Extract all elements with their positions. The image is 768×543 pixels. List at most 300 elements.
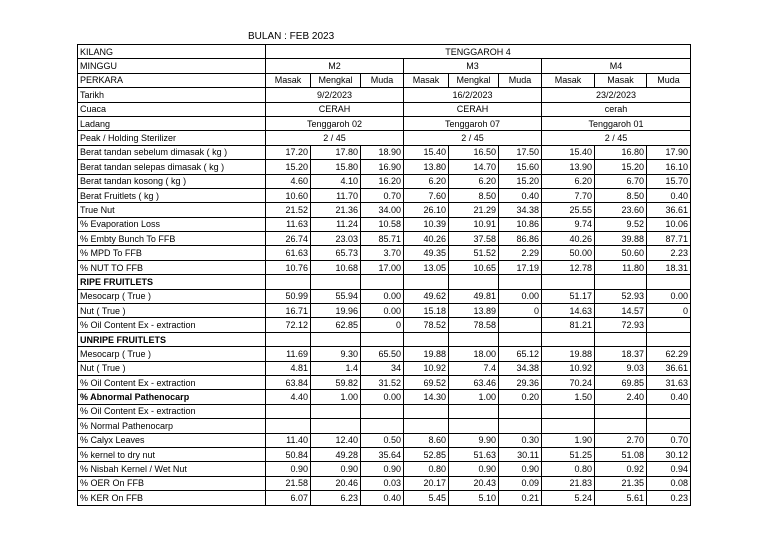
kilang-row	[78, 45, 691, 59]
value-cell: 50.84	[266, 447, 311, 461]
info-cell: cerah	[542, 102, 691, 116]
value-cell: 87.71	[647, 232, 691, 246]
value-cell: 52.85	[404, 447, 449, 461]
table-row	[78, 289, 691, 303]
row-label: True Nut	[78, 203, 266, 217]
value-cell: 19.88	[404, 347, 449, 361]
value-cell: 10.60	[266, 188, 311, 202]
value-cell: 78.58	[449, 318, 499, 332]
value-cell: 18.90	[361, 145, 404, 159]
value-cell: 0.40	[361, 491, 404, 505]
value-cell	[449, 332, 499, 346]
value-cell: 35.64	[361, 447, 404, 461]
value-cell: 85.71	[361, 232, 404, 246]
value-cell: 12.40	[311, 433, 361, 447]
table-row	[78, 203, 691, 217]
value-cell: 0.00	[361, 390, 404, 404]
value-cell: 26.74	[266, 232, 311, 246]
value-cell	[449, 419, 499, 433]
value-cell	[311, 332, 361, 346]
value-cell: 26.10	[404, 203, 449, 217]
row-label: % MPD To FFB	[78, 246, 266, 260]
info-cell: 9/2/2023	[266, 88, 404, 102]
report-title: BULAN : FEB 2023	[248, 31, 335, 42]
value-cell: 30.12	[647, 447, 691, 461]
value-cell: 0.20	[499, 390, 542, 404]
value-cell: 2.29	[499, 246, 542, 260]
subheader-cell: Muda	[647, 73, 691, 87]
value-cell: 11.69	[266, 347, 311, 361]
value-cell: 51.63	[449, 447, 499, 461]
value-cell: 5.10	[449, 491, 499, 505]
value-cell: 0.08	[647, 476, 691, 490]
info-row	[78, 102, 691, 116]
value-cell: 10.39	[404, 217, 449, 231]
value-cell	[499, 419, 542, 433]
value-cell	[499, 318, 542, 332]
value-cell: 6.20	[542, 174, 595, 188]
row-label: Berat Fruitlets ( kg )	[78, 188, 266, 202]
value-cell: 0.80	[404, 462, 449, 476]
subheader-cell: Muda	[361, 73, 404, 87]
row-label: % Normal Pathenocarp	[78, 419, 266, 433]
row-label: Berat tandan sebelum dimasak ( kg )	[78, 145, 266, 159]
row-label: RIPE FRUITLETS	[78, 275, 266, 289]
value-cell: 62.85	[311, 318, 361, 332]
value-cell: 21.35	[595, 476, 647, 490]
value-cell	[361, 332, 404, 346]
value-cell: 61.63	[266, 246, 311, 260]
value-cell	[311, 275, 361, 289]
row-label: Peak / Holding Sterilizer	[78, 131, 266, 145]
table-row	[78, 361, 691, 375]
value-cell: 13.05	[404, 260, 449, 274]
value-cell: 15.60	[499, 160, 542, 174]
value-cell: 16.10	[647, 160, 691, 174]
row-label: % Oil Content Ex - extraction	[78, 404, 266, 418]
value-cell: 31.52	[361, 375, 404, 389]
value-cell: 0.70	[361, 188, 404, 202]
table-row	[78, 318, 691, 332]
value-cell: 9.03	[595, 361, 647, 375]
table-row	[78, 332, 691, 346]
value-cell: 5.61	[595, 491, 647, 505]
value-cell: 55.94	[311, 289, 361, 303]
value-cell: 0.00	[647, 289, 691, 303]
row-label: % NUT TO FFB	[78, 260, 266, 274]
value-cell: 1.00	[311, 390, 361, 404]
value-cell: 9.74	[542, 217, 595, 231]
value-cell: 6.07	[266, 491, 311, 505]
value-cell: 11.63	[266, 217, 311, 231]
value-cell: 63.46	[449, 375, 499, 389]
value-cell: 0.80	[542, 462, 595, 476]
value-cell: 21.36	[311, 203, 361, 217]
row-label: Berat tandan selepas dimasak ( kg )	[78, 160, 266, 174]
value-cell: 8.50	[449, 188, 499, 202]
value-cell: 17.50	[499, 145, 542, 159]
value-cell	[449, 404, 499, 418]
value-cell: 0.90	[499, 462, 542, 476]
value-cell: 34	[361, 361, 404, 375]
value-cell	[647, 419, 691, 433]
value-cell: 15.80	[311, 160, 361, 174]
row-label: % Abnormal Pathenocarp	[78, 390, 266, 404]
info-cell: 2 / 45	[542, 131, 691, 145]
value-cell: 69.52	[404, 375, 449, 389]
value-cell: 4.40	[266, 390, 311, 404]
value-cell: 0.23	[647, 491, 691, 505]
value-cell: 10.86	[499, 217, 542, 231]
value-cell: 15.18	[404, 304, 449, 318]
value-cell: 34.38	[499, 361, 542, 375]
value-cell	[404, 404, 449, 418]
info-row	[78, 116, 691, 130]
value-cell: 49.35	[404, 246, 449, 260]
kilang-value: TENGGAROH 4	[266, 45, 691, 59]
value-cell: 51.25	[542, 447, 595, 461]
value-cell: 14.30	[404, 390, 449, 404]
row-label: % Embty Bunch To FFB	[78, 232, 266, 246]
value-cell: 63.84	[266, 375, 311, 389]
value-cell: 15.40	[404, 145, 449, 159]
info-cell: CERAH	[266, 102, 404, 116]
value-cell: 21.29	[449, 203, 499, 217]
value-cell: 70.24	[542, 375, 595, 389]
value-cell: 62.29	[647, 347, 691, 361]
subheader-cell: Mengkal	[449, 73, 499, 87]
value-cell: 0.50	[361, 433, 404, 447]
value-cell	[595, 275, 647, 289]
info-cell: 2 / 45	[404, 131, 542, 145]
value-cell: 31.63	[647, 375, 691, 389]
table-row	[78, 217, 691, 231]
value-cell	[647, 318, 691, 332]
value-cell: 11.40	[266, 433, 311, 447]
value-cell: 59.82	[311, 375, 361, 389]
value-cell: 34.38	[499, 203, 542, 217]
subheader-cell: Masak	[266, 73, 311, 87]
value-cell	[449, 275, 499, 289]
row-label: Mesocarp ( True )	[78, 289, 266, 303]
value-cell	[266, 275, 311, 289]
table-row	[78, 462, 691, 476]
value-cell: 15.20	[595, 160, 647, 174]
table-row	[78, 232, 691, 246]
value-cell: 34.00	[361, 203, 404, 217]
value-cell: 2.23	[647, 246, 691, 260]
week-header: M3	[404, 59, 542, 73]
value-cell: 21.52	[266, 203, 311, 217]
value-cell: 0.03	[361, 476, 404, 490]
value-cell: 49.62	[404, 289, 449, 303]
value-cell: 15.20	[266, 160, 311, 174]
value-cell: 36.61	[647, 361, 691, 375]
row-label: % OER On FFB	[78, 476, 266, 490]
table-row	[78, 160, 691, 174]
value-cell: 78.52	[404, 318, 449, 332]
row-label: % Evaporation Loss	[78, 217, 266, 231]
value-cell: 49.28	[311, 447, 361, 461]
value-cell: 0.92	[595, 462, 647, 476]
value-cell: 0.90	[361, 462, 404, 476]
value-cell: 17.20	[266, 145, 311, 159]
value-cell: 1.50	[542, 390, 595, 404]
value-cell	[595, 404, 647, 418]
value-cell	[404, 419, 449, 433]
value-cell	[647, 275, 691, 289]
value-cell: 69.85	[595, 375, 647, 389]
value-cell	[542, 404, 595, 418]
row-label: Berat tandan kosong ( kg )	[78, 174, 266, 188]
value-cell: 13.89	[449, 304, 499, 318]
value-cell	[499, 275, 542, 289]
value-cell: 0.90	[449, 462, 499, 476]
value-cell: 20.46	[311, 476, 361, 490]
value-cell: 25.55	[542, 203, 595, 217]
value-cell: 0	[499, 304, 542, 318]
kilang-label: KILANG	[78, 45, 266, 59]
value-cell: 2.40	[595, 390, 647, 404]
value-cell: 37.58	[449, 232, 499, 246]
row-label: % KER On FFB	[78, 491, 266, 505]
value-cell: 0.94	[647, 462, 691, 476]
value-cell: 4.10	[311, 174, 361, 188]
value-cell: 11.24	[311, 217, 361, 231]
value-cell: 6.70	[595, 174, 647, 188]
value-cell: 2.70	[595, 433, 647, 447]
subheader-cell: Masak	[404, 73, 449, 87]
value-cell: 0.70	[647, 433, 691, 447]
perkara-row	[78, 73, 691, 87]
value-cell: 72.12	[266, 318, 311, 332]
data-table	[77, 44, 691, 506]
value-cell	[361, 419, 404, 433]
perkara-label: PERKARA	[78, 73, 266, 87]
table-row	[78, 188, 691, 202]
value-cell: 10.91	[449, 217, 499, 231]
value-cell: 8.60	[404, 433, 449, 447]
value-cell: 49.81	[449, 289, 499, 303]
value-cell: 50.60	[595, 246, 647, 260]
row-label: % kernel to dry nut	[78, 447, 266, 461]
value-cell: 0.00	[499, 289, 542, 303]
value-cell: 8.50	[595, 188, 647, 202]
info-cell: Tenggaroh 07	[404, 116, 542, 130]
row-label: Tarikh	[78, 88, 266, 102]
value-cell: 7.4	[449, 361, 499, 375]
value-cell: 51.52	[449, 246, 499, 260]
value-cell: 21.83	[542, 476, 595, 490]
value-cell: 51.17	[542, 289, 595, 303]
value-cell: 20.43	[449, 476, 499, 490]
value-cell	[404, 275, 449, 289]
value-cell: 9.90	[449, 433, 499, 447]
value-cell: 21.58	[266, 476, 311, 490]
table-row	[78, 476, 691, 490]
value-cell: 40.26	[542, 232, 595, 246]
value-cell: 0.40	[499, 188, 542, 202]
row-label: Nut ( True )	[78, 304, 266, 318]
value-cell: 0.09	[499, 476, 542, 490]
table-row	[78, 433, 691, 447]
value-cell: 72.93	[595, 318, 647, 332]
value-cell: 15.40	[542, 145, 595, 159]
info-cell: 23/2/2023	[542, 88, 691, 102]
minggu-row	[78, 59, 691, 73]
value-cell: 17.90	[647, 145, 691, 159]
value-cell: 65.73	[311, 246, 361, 260]
value-cell: 19.96	[311, 304, 361, 318]
value-cell: 0	[647, 304, 691, 318]
value-cell: 50.00	[542, 246, 595, 260]
value-cell: 81.21	[542, 318, 595, 332]
value-cell: 9.52	[595, 217, 647, 231]
info-cell: CERAH	[404, 102, 542, 116]
value-cell	[266, 332, 311, 346]
value-cell: 0.40	[647, 390, 691, 404]
row-label: % Oil Content Ex - extraction	[78, 375, 266, 389]
value-cell: 14.70	[449, 160, 499, 174]
value-cell	[361, 275, 404, 289]
row-label: Mesocarp ( True )	[78, 347, 266, 361]
row-label: Cuaca	[78, 102, 266, 116]
table-row	[78, 375, 691, 389]
info-cell: 16/2/2023	[404, 88, 542, 102]
table-row	[78, 145, 691, 159]
value-cell: 10.06	[647, 217, 691, 231]
value-cell: 10.76	[266, 260, 311, 274]
table-row	[78, 447, 691, 461]
value-cell	[266, 404, 311, 418]
week-header: M2	[266, 59, 404, 73]
value-cell: 10.58	[361, 217, 404, 231]
value-cell: 6.20	[404, 174, 449, 188]
table-row	[78, 246, 691, 260]
value-cell: 50.99	[266, 289, 311, 303]
value-cell	[311, 419, 361, 433]
value-cell: 15.70	[647, 174, 691, 188]
value-cell: 1.4	[311, 361, 361, 375]
value-cell: 4.60	[266, 174, 311, 188]
value-cell: 0.30	[499, 433, 542, 447]
table-row	[78, 174, 691, 188]
value-cell: 0.00	[361, 304, 404, 318]
table-row	[78, 275, 691, 289]
value-cell: 16.80	[595, 145, 647, 159]
value-cell: 16.20	[361, 174, 404, 188]
value-cell: 13.80	[404, 160, 449, 174]
value-cell: 14.63	[542, 304, 595, 318]
value-cell: 17.80	[311, 145, 361, 159]
info-cell: 2 / 45	[266, 131, 404, 145]
value-cell	[311, 404, 361, 418]
table-row	[78, 347, 691, 361]
value-cell: 7.70	[542, 188, 595, 202]
minggu-label: MINGGU	[78, 59, 266, 73]
value-cell: 17.19	[499, 260, 542, 274]
value-cell: 86.86	[499, 232, 542, 246]
value-cell: 18.31	[647, 260, 691, 274]
value-cell: 1.90	[542, 433, 595, 447]
table-row	[78, 491, 691, 505]
value-cell	[542, 419, 595, 433]
value-cell: 29.36	[499, 375, 542, 389]
value-cell: 19.88	[542, 347, 595, 361]
value-cell: 6.20	[449, 174, 499, 188]
value-cell: 5.45	[404, 491, 449, 505]
value-cell: 3.70	[361, 246, 404, 260]
subheader-cell: Muda	[499, 73, 542, 87]
value-cell: 15.20	[499, 174, 542, 188]
value-cell: 23.03	[311, 232, 361, 246]
value-cell: 9.30	[311, 347, 361, 361]
value-cell	[647, 404, 691, 418]
table-row	[78, 390, 691, 404]
value-cell: 16.50	[449, 145, 499, 159]
value-cell	[542, 332, 595, 346]
value-cell: 23.60	[595, 203, 647, 217]
value-cell: 10.92	[404, 361, 449, 375]
value-cell: 20.17	[404, 476, 449, 490]
value-cell: 0.21	[499, 491, 542, 505]
subheader-cell: Masak	[595, 73, 647, 87]
subheader-cell: Mengkal	[311, 73, 361, 87]
value-cell	[266, 419, 311, 433]
info-row	[78, 131, 691, 145]
table-row	[78, 404, 691, 418]
table-row	[78, 304, 691, 318]
value-cell: 18.00	[449, 347, 499, 361]
value-cell: 10.65	[449, 260, 499, 274]
value-cell: 7.60	[404, 188, 449, 202]
row-label: % Calyx Leaves	[78, 433, 266, 447]
value-cell: 0.40	[647, 188, 691, 202]
value-cell	[499, 404, 542, 418]
value-cell: 18.37	[595, 347, 647, 361]
table-row	[78, 260, 691, 274]
value-cell: 4.81	[266, 361, 311, 375]
value-cell: 30.11	[499, 447, 542, 461]
row-label: UNRIPE FRUITLETS	[78, 332, 266, 346]
value-cell: 11.70	[311, 188, 361, 202]
value-cell: 11.80	[595, 260, 647, 274]
value-cell: 6.23	[311, 491, 361, 505]
value-cell: 0.00	[361, 289, 404, 303]
value-cell: 14.57	[595, 304, 647, 318]
value-cell: 5.24	[542, 491, 595, 505]
info-cell: Tenggaroh 01	[542, 116, 691, 130]
value-cell: 17.00	[361, 260, 404, 274]
value-cell: 13.90	[542, 160, 595, 174]
value-cell	[361, 404, 404, 418]
value-cell: 10.68	[311, 260, 361, 274]
subheader-cell: Masak	[542, 73, 595, 87]
value-cell	[595, 419, 647, 433]
value-cell: 65.50	[361, 347, 404, 361]
value-cell: 52.93	[595, 289, 647, 303]
value-cell	[499, 332, 542, 346]
table-body	[78, 45, 691, 506]
value-cell: 36.61	[647, 203, 691, 217]
value-cell: 0.90	[311, 462, 361, 476]
value-cell	[647, 332, 691, 346]
table-row	[78, 419, 691, 433]
value-cell: 40.26	[404, 232, 449, 246]
value-cell: 51.08	[595, 447, 647, 461]
value-cell	[542, 275, 595, 289]
info-row	[78, 88, 691, 102]
